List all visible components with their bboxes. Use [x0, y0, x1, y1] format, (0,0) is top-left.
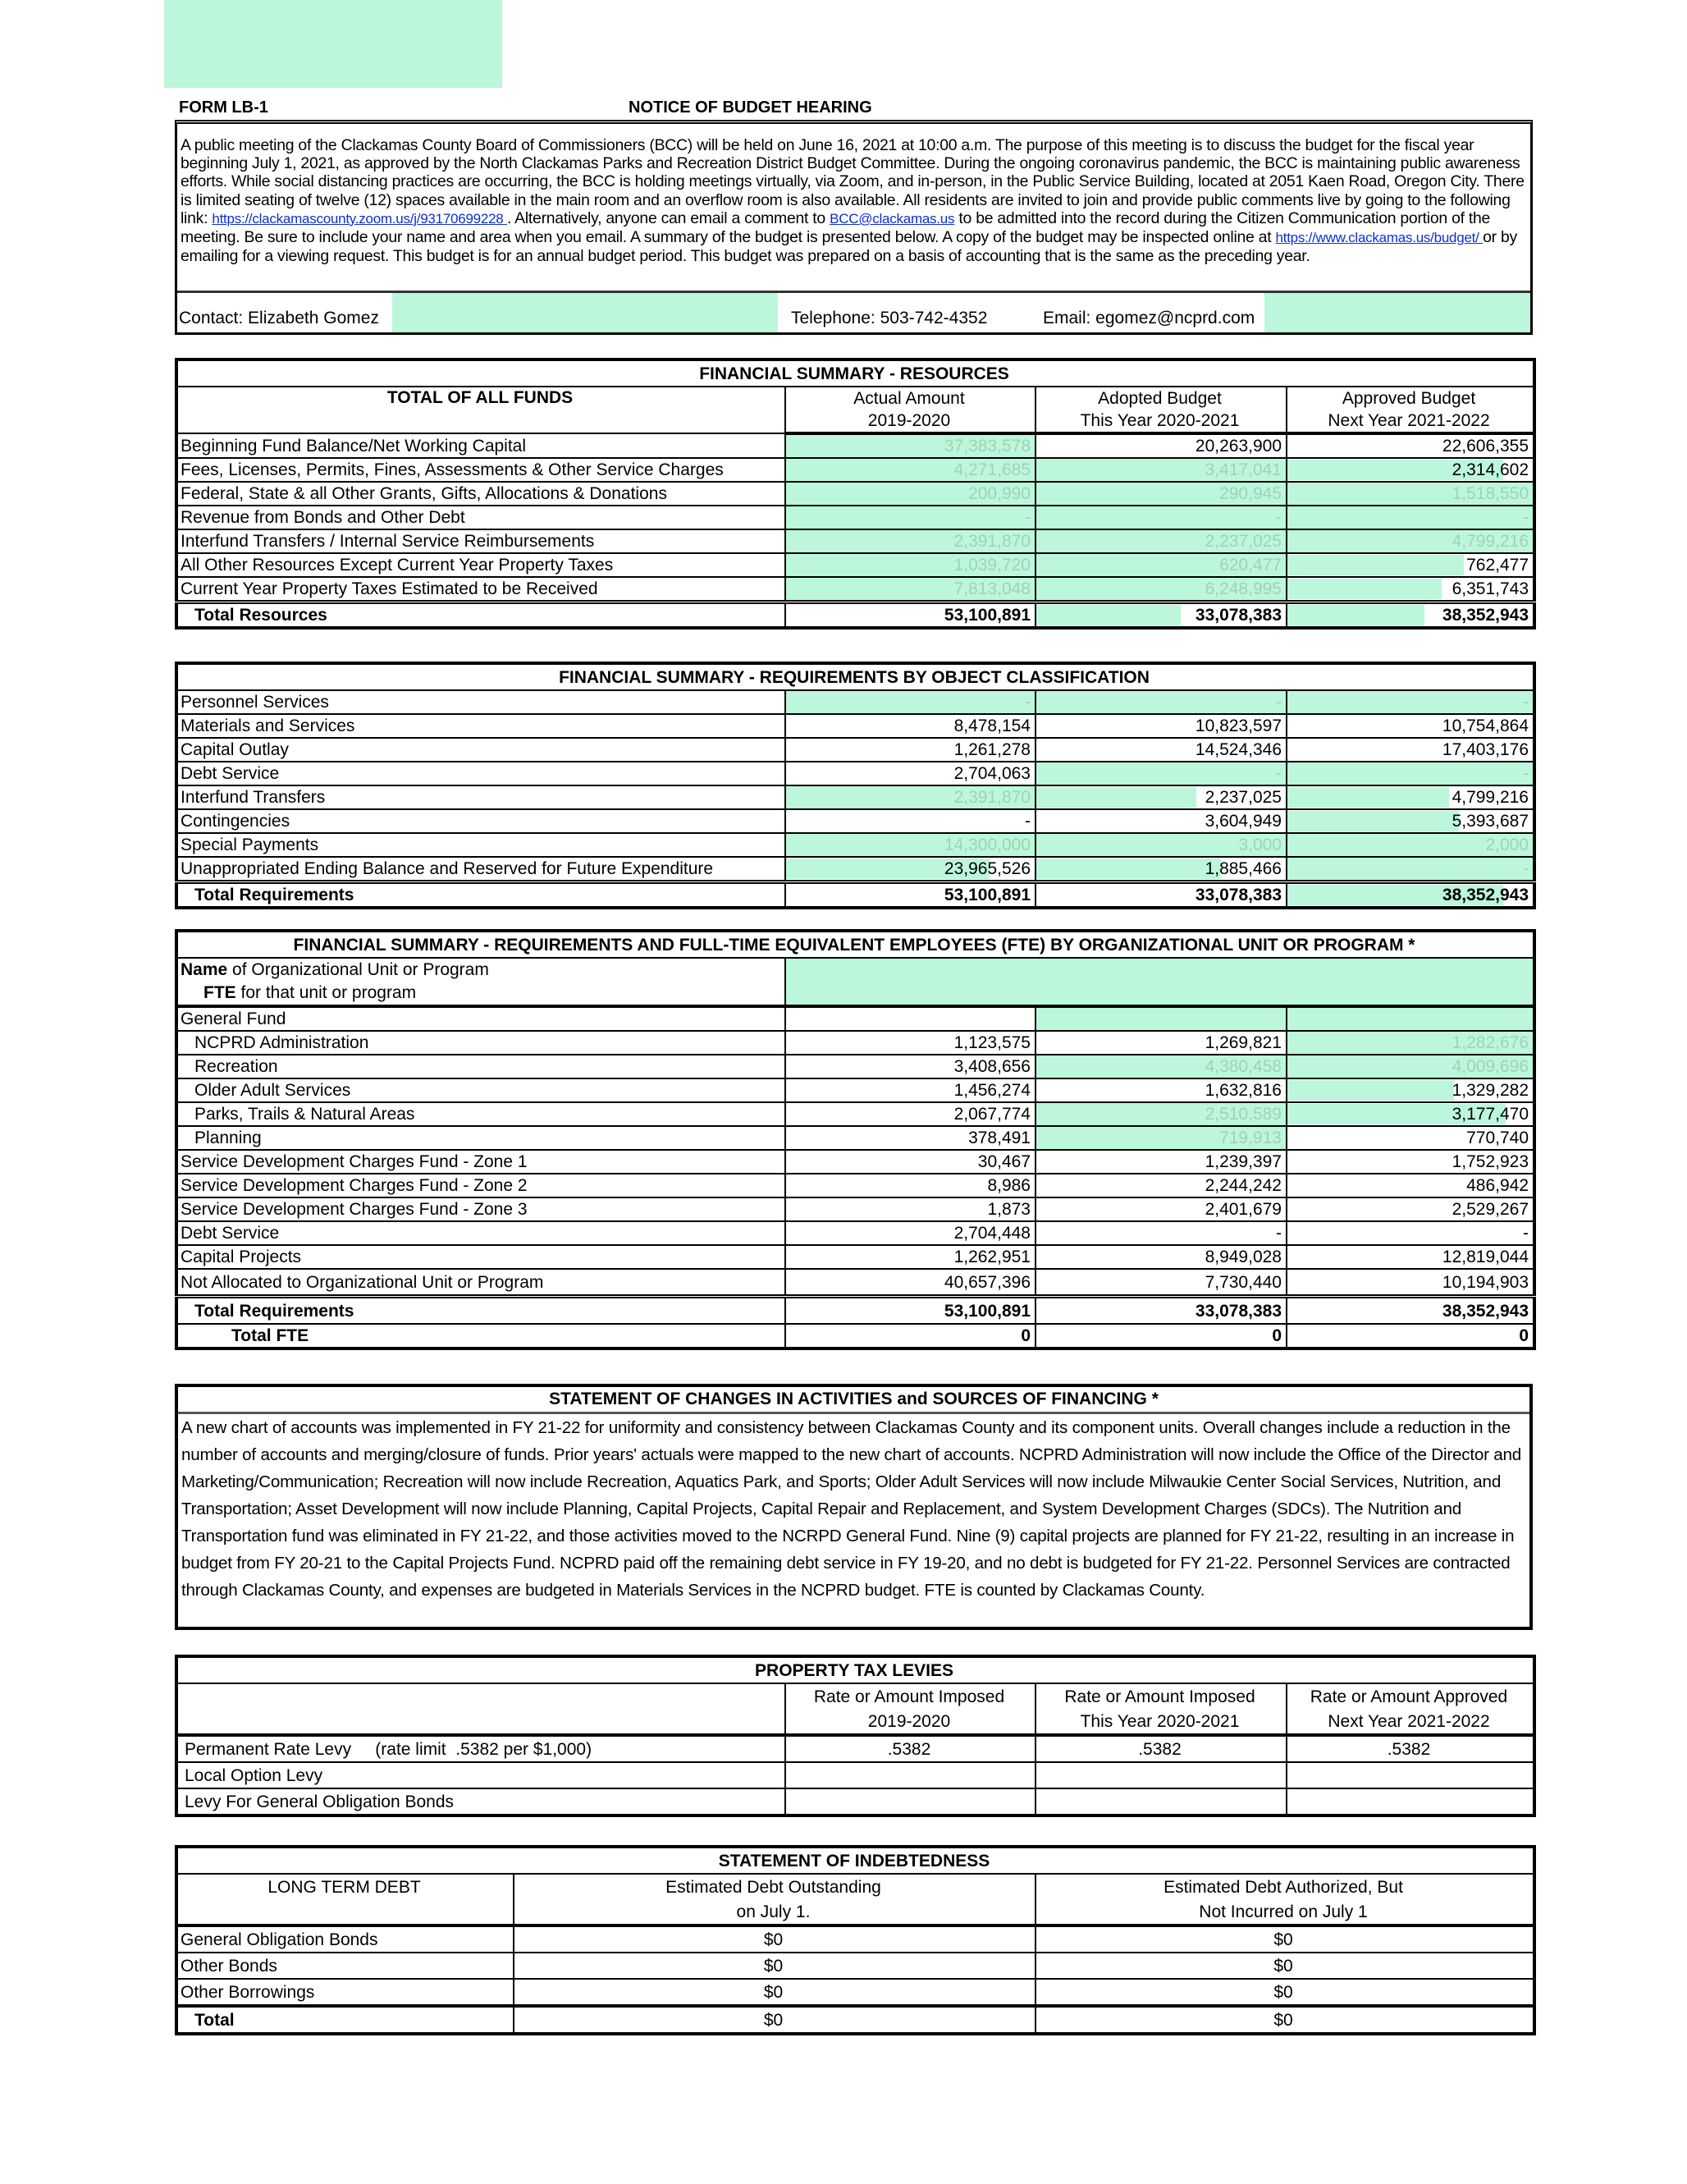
redaction-block [392, 293, 778, 332]
cell-value: 2,244,242 [1036, 1174, 1287, 1197]
cell-value: 22,606,355 [1287, 433, 1534, 458]
total-fte-row [176, 1324, 1534, 1348]
levies-title: PROPERTY TAX LEVIES [176, 1656, 1534, 1683]
cell-value [1287, 1078, 1534, 1102]
form-id: FORM LB-1 [179, 98, 268, 117]
column-header: on July 1. [514, 1899, 1036, 1925]
name-bold: Name [181, 960, 228, 979]
table-row [176, 553, 1534, 577]
cell-value: 200,990 [785, 482, 1036, 506]
cell-value: 3,417,041 [1036, 458, 1287, 482]
table-row [176, 1788, 1534, 1815]
cell-value: 0 [785, 1324, 1036, 1348]
table-row [176, 690, 1534, 714]
cell-value: 2,391,870 [785, 529, 1036, 553]
cell-value: $0 [1036, 2006, 1534, 2034]
cell-value: 4,799,216 [1287, 529, 1534, 553]
cell-text: 2,314,602 [1452, 460, 1529, 479]
column-header: This Year 2020-2021 [1036, 410, 1287, 433]
cell-value [1287, 577, 1534, 602]
cell-value: $0 [514, 2006, 1036, 2034]
contact-name: Contact: Elizabeth Gomez [179, 309, 379, 327]
cell-value: - [785, 690, 1036, 714]
table-row [176, 1221, 1534, 1245]
cell-value: 30,467 [785, 1150, 1036, 1174]
row-label: Parks, Trails & Natural Areas [176, 1102, 785, 1126]
cell-value: 7,813,048 [785, 577, 1036, 602]
table-row [176, 1979, 1534, 2006]
column-header: Adopted Budget [1036, 387, 1287, 410]
notice-text-part: . Alternatively, anyone can email a comment to [506, 208, 830, 227]
row-label: Local Option Levy [176, 1762, 785, 1788]
table-row [176, 785, 1534, 809]
cell-value: 4,380,458 [1036, 1055, 1287, 1078]
cell-text: 23,965,526 [944, 859, 1031, 878]
table-row [176, 1953, 1534, 1979]
row-label: Current Year Property Taxes Estimated to be Received [176, 577, 785, 602]
table-row [176, 1197, 1534, 1221]
fte-table [175, 929, 1536, 1350]
row-label: Service Development Charges Fund - Zone 1 [176, 1150, 785, 1174]
row-label: All Other Resources Except Current Year Property Taxes [176, 553, 785, 577]
row-label: Special Payments [176, 833, 785, 857]
table-row [176, 1102, 1534, 1126]
levies-table [175, 1655, 1536, 1817]
row-label: Total Resources [176, 602, 785, 629]
cell-value [1287, 1762, 1534, 1788]
cell-text: 762,477 [1466, 556, 1529, 575]
column-header: Rate or Amount Imposed [785, 1683, 1036, 1709]
cell-value: 770,740 [1287, 1126, 1534, 1150]
form-header [179, 98, 1533, 121]
cell-value: - [785, 506, 1036, 529]
cell-value: 53,100,891 [785, 882, 1036, 909]
cell-value: 33,078,383 [1036, 882, 1287, 909]
cell-value: 719,913 [1036, 1126, 1287, 1150]
cell-text: 38,352,943 [1442, 886, 1529, 904]
redaction-block [785, 958, 1534, 1006]
row-label: NCPRD Administration [176, 1031, 785, 1055]
row-label: Materials and Services [176, 714, 785, 738]
table-row [176, 458, 1534, 482]
table-row [176, 738, 1534, 762]
row-label: Revenue from Bonds and Other Debt [176, 506, 785, 529]
cell-value: - [1287, 506, 1534, 529]
column-header: Estimated Debt Outstanding [514, 1874, 1036, 1899]
row-label: Service Development Charges Fund - Zone 2 [176, 1174, 785, 1197]
contact-email: Email: egomez@ncprd.com [1043, 309, 1255, 327]
table-row [176, 1031, 1534, 1055]
cell-text: 2,237,025 [1205, 788, 1282, 807]
resources-title: FINANCIAL SUMMARY - RESOURCES [176, 359, 1534, 387]
cell-value: 1,039,720 [785, 553, 1036, 577]
cell-value: 1,873 [785, 1197, 1036, 1221]
cell-value: - [1287, 762, 1534, 785]
cell-value: - [785, 809, 1036, 833]
row-label: Capital Outlay [176, 738, 785, 762]
cell-value: 1,518,550 [1287, 482, 1534, 506]
cell-value: 8,949,028 [1036, 1245, 1287, 1269]
row-label: Total Requirements [176, 1297, 785, 1325]
indebtedness-table [175, 1845, 1536, 2035]
cell-value: 2,391,870 [785, 785, 1036, 809]
cell-text: 33,078,383 [1195, 606, 1282, 625]
requirements-title: FINANCIAL SUMMARY - REQUIREMENTS BY OBJECT CLASSIFICATION [176, 663, 1534, 690]
table-row [176, 1150, 1534, 1174]
column-header: Not Incurred on July 1 [1036, 1899, 1534, 1925]
cell-value [785, 1788, 1036, 1815]
cell-value: 10,194,903 [1287, 1269, 1534, 1297]
cell-value: 2,704,448 [785, 1221, 1036, 1245]
row-label: Service Development Charges Fund - Zone 3 [176, 1197, 785, 1221]
cell-value [1287, 1102, 1534, 1126]
resources-table [175, 358, 1536, 630]
table-row [176, 1006, 1534, 1031]
row-label: Personnel Services [176, 690, 785, 714]
cell-value: 3,408,656 [785, 1055, 1036, 1078]
cell-value: $0 [514, 1925, 1036, 1953]
cell-value: $0 [514, 1953, 1036, 1979]
cell-value [1036, 1006, 1287, 1031]
cell-value: 20,263,900 [1036, 433, 1287, 458]
cell-value: 1,282,676 [1287, 1031, 1534, 1055]
email-link[interactable]: BCC@clackamas.us [830, 210, 955, 227]
cell-value: 1,269,821 [1036, 1031, 1287, 1055]
total-row [176, 882, 1534, 909]
cell-value [1287, 785, 1534, 809]
cell-text: 3,177,470 [1452, 1105, 1529, 1124]
column-header: Estimated Debt Authorized, But [1036, 1874, 1534, 1899]
table-row [176, 1735, 1534, 1762]
cell-value [785, 1006, 1036, 1031]
notice-box [175, 120, 1533, 335]
cell-value: .5382 [1036, 1735, 1287, 1762]
cell-value: 620,477 [1036, 553, 1287, 577]
row-label: Other Bonds [176, 1953, 514, 1979]
cell-value: 2,401,679 [1036, 1197, 1287, 1221]
cell-value [1287, 1788, 1534, 1815]
cell-value [1287, 602, 1534, 629]
table-row [176, 1078, 1534, 1102]
cell-value: 1,123,575 [785, 1031, 1036, 1055]
cell-value: 2,000 [1287, 833, 1534, 857]
total-row [176, 2006, 1534, 2034]
cell-text: 6,351,743 [1452, 579, 1529, 598]
total-row [176, 602, 1534, 629]
column-header: This Year 2020-2021 [1036, 1709, 1287, 1735]
table-row [176, 577, 1534, 602]
budget-link[interactable]: https://www.clackamas.us/budget/ [1275, 230, 1484, 246]
cell-value: 2,510,589 [1036, 1102, 1287, 1126]
cell-value: 1,752,923 [1287, 1150, 1534, 1174]
cell-value: - [1287, 857, 1534, 882]
cell-value [1287, 882, 1534, 909]
cell-value: 1,239,397 [1036, 1150, 1287, 1174]
page-title: NOTICE OF BUDGET HEARING [629, 98, 872, 117]
cell-value: 8,478,154 [785, 714, 1036, 738]
row-label: Older Adult Services [176, 1078, 785, 1102]
table-row [176, 433, 1534, 458]
fte-rest: for that unit or program [235, 983, 417, 1002]
cell-value: .5382 [785, 1735, 1036, 1762]
table-row [176, 1126, 1534, 1150]
cell-value: 2,237,025 [1036, 529, 1287, 553]
row-label: Capital Projects [176, 1245, 785, 1269]
notice-text-part: to be admitted into the record during the Citizen Communication portion of the meeting. Be sure to include your name and area when you email. A summary of the budget is presented below. A copy of the budget may be inspected online at [181, 208, 1491, 247]
notice-text-part: or by emailing for a viewing request. This budget is for an annual budget period. This budget was prepared on a basis of accounting that is the same as the preceding year. [181, 228, 1517, 266]
cell-value: 6,248,995 [1036, 577, 1287, 602]
row-label: Federal, State & all Other Grants, Gifts, Allocations & Donations [176, 482, 785, 506]
notice-text-part: A public meeting of the Clackamas County Board of Commissioners (BCC) will be held on June 16, 2021 at 10:00 a.m. The purpose of this meeting is to discuss the budget for the fiscal year beginning July 1, 2021, as approved by the North Clackamas Parks and Recreation District Budget Committee. During the ongoing coronavirus pandemic, the BCC is maintaining public awareness efforts. While social distancing practices are occurring, the BCC is holding meetings virtually, via Zoom, and in-person, in the Public Service Building, located at 2051 Kaen Road, Oregon City. There is limited seating of twelve (12) spaces available in the main room and an overflow room is also available. All residents are invited to join and provide public comments live by going to the following link: [181, 136, 1525, 227]
table-row [176, 1055, 1534, 1078]
fte-bold: FTE [203, 983, 236, 1002]
fte-title: FINANCIAL SUMMARY - REQUIREMENTS AND FULL-TIME EQUIVALENT EMPLOYEES (FTE) BY ORGANIZATIONAL UNIT OR PROGRAM * [176, 931, 1534, 958]
cell-value: 4,271,685 [785, 458, 1036, 482]
row-label: Permanent Rate Levy (rate limit .5382 per $1,000) [176, 1735, 785, 1762]
fte-header-label [176, 958, 785, 1006]
zoom-link[interactable]: https://clackamascounty.zoom.us/j/93170699228 [212, 210, 507, 227]
cell-value: 33,078,383 [1036, 1297, 1287, 1325]
cell-value [785, 1762, 1036, 1788]
statement-box [175, 1384, 1533, 1630]
cell-value: 38,352,943 [1287, 1297, 1534, 1325]
redaction-block [1264, 293, 1530, 332]
cell-value: 1,261,278 [785, 738, 1036, 762]
cell-value: 3,604,949 [1036, 809, 1287, 833]
table-row [176, 1174, 1534, 1197]
column-header: Approved Budget [1287, 387, 1534, 410]
cell-value: $0 [1036, 1953, 1534, 1979]
contact-telephone: Telephone: 503-742-4352 [791, 309, 988, 327]
column-header: Rate or Amount Approved [1287, 1683, 1534, 1709]
cell-text: 1,329,282 [1452, 1081, 1529, 1100]
table-row [176, 857, 1534, 882]
table-row [176, 1762, 1534, 1788]
cell-value: 17,403,176 [1287, 738, 1534, 762]
row-label: General Obligation Bonds [176, 1925, 514, 1953]
row-label: Unappropriated Ending Balance and Reserved for Future Expenditure [176, 857, 785, 882]
cell-value: 2,704,063 [785, 762, 1036, 785]
row-label: Total FTE [176, 1324, 785, 1348]
cell-value: 2,067,774 [785, 1102, 1036, 1126]
row-label: Recreation [176, 1055, 785, 1078]
contact-row [177, 291, 1530, 336]
cell-value [1287, 458, 1534, 482]
total-row [176, 1297, 1534, 1325]
row-label: General Fund [176, 1006, 785, 1031]
cell-value: 2,529,267 [1287, 1197, 1534, 1221]
row-label: Levy For General Obligation Bonds [176, 1788, 785, 1815]
column-header: Next Year 2021-2022 [1287, 1709, 1534, 1735]
statement-title: STATEMENT OF CHANGES IN ACTIVITIES and SOURCES OF FINANCING * [178, 1387, 1529, 1414]
cell-value: 486,942 [1287, 1174, 1534, 1197]
debt-label-header: LONG TERM DEBT [176, 1874, 514, 1925]
cell-value [1287, 553, 1534, 577]
cell-value: 1,632,816 [1036, 1078, 1287, 1102]
column-header: Actual Amount [785, 387, 1036, 410]
cell-value: 37,383,578 [785, 433, 1036, 458]
cell-value: 12,819,044 [1287, 1245, 1534, 1269]
row-label: Interfund Transfers / Internal Service Reimbursements [176, 529, 785, 553]
cell-value: 53,100,891 [785, 602, 1036, 629]
row-label: Debt Service [176, 1221, 785, 1245]
cell-value: $0 [1036, 1979, 1534, 2006]
cell-value: 0 [1287, 1324, 1534, 1348]
cell-value: $0 [1036, 1925, 1534, 1953]
cell-value [1287, 809, 1534, 833]
notice-text [181, 136, 1526, 265]
table-row [176, 762, 1534, 785]
row-label: Beginning Fund Balance/Net Working Capital [176, 433, 785, 458]
table-row [176, 1925, 1534, 1953]
cell-value [1287, 1006, 1534, 1031]
row-label: Fees, Licenses, Permits, Fines, Assessments & Other Service Charges [176, 458, 785, 482]
levies-label-header [176, 1683, 785, 1735]
debt-title: STATEMENT OF INDEBTEDNESS [176, 1847, 1534, 1874]
cell-value: - [1287, 690, 1534, 714]
table-row [176, 714, 1534, 738]
resources-label-header: TOTAL OF ALL FUNDS [176, 387, 785, 433]
row-label: Other Borrowings [176, 1979, 514, 2006]
row-label: Contingencies [176, 809, 785, 833]
cell-value: 10,823,597 [1036, 714, 1287, 738]
table-row [176, 1245, 1534, 1269]
column-header: 2019-2020 [785, 410, 1036, 433]
cell-value [1036, 1788, 1287, 1815]
cell-value: 0 [1036, 1324, 1287, 1348]
row-label: Total [176, 2006, 514, 2034]
cell-text: 5,393,687 [1452, 812, 1529, 831]
cell-value [1036, 602, 1287, 629]
cell-text: 1,885,466 [1205, 859, 1282, 878]
row-label: Total Requirements [176, 882, 785, 909]
cell-value: 7,730,440 [1036, 1269, 1287, 1297]
cell-value: 290,945 [1036, 482, 1287, 506]
cell-value: 10,754,864 [1287, 714, 1534, 738]
row-label: Debt Service [176, 762, 785, 785]
cell-value: - [1036, 1221, 1287, 1245]
cell-text: 4,799,216 [1452, 788, 1529, 807]
cell-value: 40,657,396 [785, 1269, 1036, 1297]
table-row [176, 1269, 1534, 1297]
row-label: Interfund Transfers [176, 785, 785, 809]
cell-value: 3,000 [1036, 833, 1287, 857]
cell-value: 14,524,346 [1036, 738, 1287, 762]
cell-value [1036, 785, 1287, 809]
cell-value: 1,456,274 [785, 1078, 1036, 1102]
cell-value: - [1036, 690, 1287, 714]
name-rest: of Organizational Unit or Program [227, 960, 489, 979]
row-label: Not Allocated to Organizational Unit or Program [176, 1269, 785, 1297]
table-row [176, 809, 1534, 833]
table-row [176, 506, 1534, 529]
column-header: Rate or Amount Imposed [1036, 1683, 1287, 1709]
table-row [176, 833, 1534, 857]
cell-value: $0 [514, 1979, 1036, 2006]
table-row [176, 529, 1534, 553]
statement-body: A new chart of accounts was implemented in FY 21-22 for uniformity and consistency between Clackamas County and its component units. Overall changes include a reduction in the number of accounts and merging/closure of funds. Prior years' actuals were mapped to the new chart of accounts. NCPRD Administration will now include the Office of the Director and Marketing/Communication; Recreation will now include Recreation, Aquatics Park, and Sports; Older Adult Services will now include Milwaukie Center Social Services, Nutrition, and Transportation; Asset Development will now include Planning, Capital Projects, Capital Repair and Replacement, and System Development Charges (SDCs). The Nutrition and Transportation fund was eliminated in FY 21-22, and those activities moved to the NCRPD General Fund. Nine (9) capital projects are planned for FY 21-22, resulting in an increase in budget from FY 20-21 to the Capital Projects Fund. NCPRD paid off the remaining debt service in FY 19-20, and no debt is budgeted for FY 21-22. Personnel Services are contracted through Clackamas County, and expenses are budgeted in Materials Services in the NCPRD budget. FTE is counted by Clackamas County. [181, 1418, 1522, 1600]
row-label: Planning [176, 1126, 785, 1150]
cell-value [1036, 857, 1287, 882]
cell-value: 14,300,000 [785, 833, 1036, 857]
cell-value [785, 857, 1036, 882]
cell-value: - [1036, 762, 1287, 785]
cell-value: 378,491 [785, 1126, 1036, 1150]
column-header: 2019-2020 [785, 1709, 1036, 1735]
cell-value [1036, 1762, 1287, 1788]
cell-text: 38,352,943 [1442, 606, 1529, 625]
cell-value: 8,986 [785, 1174, 1036, 1197]
column-header: Next Year 2021-2022 [1287, 410, 1534, 433]
redaction-block [164, 0, 502, 88]
cell-value: 1,262,951 [785, 1245, 1036, 1269]
cell-value: 53,100,891 [785, 1297, 1036, 1325]
requirements-table [175, 662, 1536, 909]
table-row [176, 482, 1534, 506]
cell-value: - [1287, 1221, 1534, 1245]
cell-value: - [1036, 506, 1287, 529]
cell-value: .5382 [1287, 1735, 1534, 1762]
cell-value: 4,009,696 [1287, 1055, 1534, 1078]
